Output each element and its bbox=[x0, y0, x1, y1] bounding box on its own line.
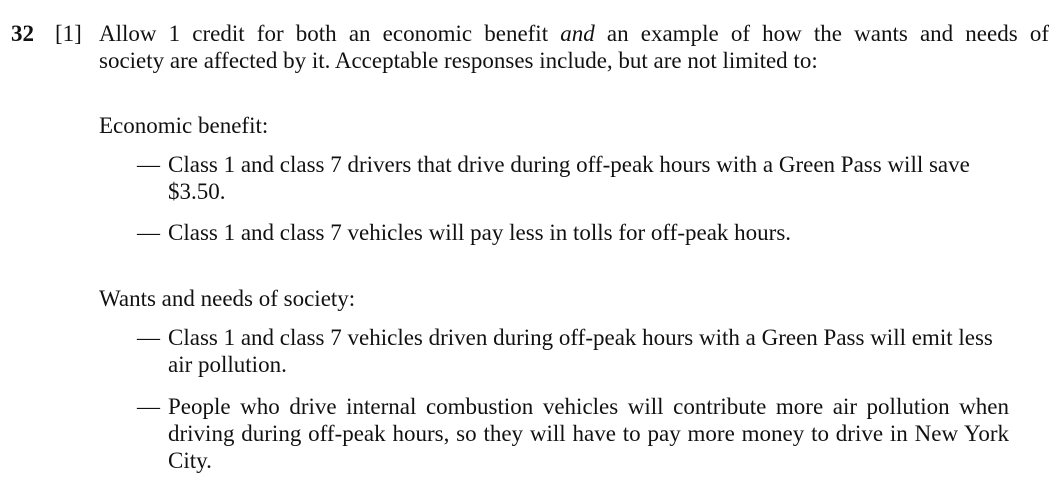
wants-needs-heading: Wants and needs of society: bbox=[99, 286, 356, 311]
credit-value: [1] bbox=[55, 21, 82, 46]
bullet-text: Class 1 and class 7 vehicles will pay less in tolls for off-peak hours. bbox=[168, 220, 792, 245]
dash-marker: — bbox=[137, 325, 160, 350]
dash-marker: — bbox=[137, 152, 160, 177]
rubric-intro-line-1 bbox=[99, 20, 1049, 47]
bullet-text: People who drive internal combustion vehicles will contribute more air pollution when driving during off-peak hours, so they will have to pay more money to drive in New York City. bbox=[168, 394, 1009, 473]
intro-text-before-emphasis: Allow 1 credit for both an economic benefit bbox=[99, 21, 561, 46]
question-number: 32 bbox=[11, 21, 34, 46]
economic-benefit-bullet-2 bbox=[137, 219, 1009, 246]
economic-benefit-bullet-1 bbox=[137, 151, 1009, 205]
rubric-intro-line-2: society are affected by it. Acceptable responses include, but are not limited to: bbox=[99, 48, 818, 73]
dash-marker: — bbox=[137, 220, 160, 245]
economic-benefit-heading: Economic benefit: bbox=[99, 113, 269, 138]
rubric-intro bbox=[99, 20, 1049, 74]
bullet-text: Class 1 and class 7 drivers that drive during off-peak hours with a Green Pass will save $3.50. bbox=[168, 152, 970, 204]
bullet-text: Class 1 and class 7 vehicles driven during off-peak hours with a Green Pass will emit less air pollution. bbox=[168, 325, 993, 377]
intro-text-after-emphasis: an example of how the wants and needs of bbox=[594, 21, 1049, 46]
intro-emphasis: and bbox=[560, 21, 595, 46]
dash-marker: — bbox=[137, 394, 160, 419]
wants-needs-bullet-2 bbox=[137, 393, 1009, 474]
wants-needs-bullet-1 bbox=[137, 324, 1009, 378]
